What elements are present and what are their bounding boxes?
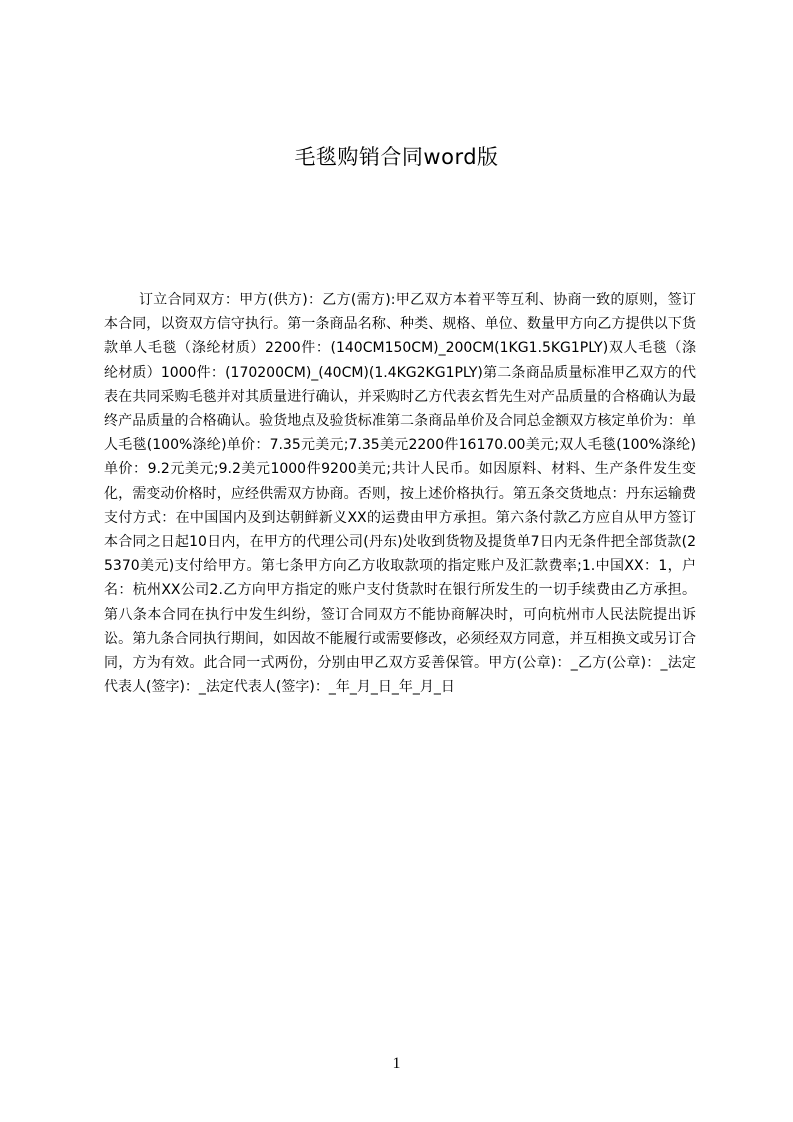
page-number: 1 [392, 1055, 401, 1072]
document-title: 毛毯购销合同word版 [294, 145, 499, 169]
contract-body-text: 订立合同双方：甲方(供方)：乙方(需方):甲乙双方本着平等互利、协商一致的原则，签订本合同，以资双方信守执行。第一条商品名称、种类、规格、单位、数量甲方向乙方提供以下货款单人毛毯（涤纶材质）2200件：(140CM150CM)_200CM(1KG1.5KG1PLY)双人毛毯（涤纶材质）1000件：(170200CM)_(40CM)(1.4KG2KG1PLY)第二条商品质量标准甲乙双方的代表在共同采购毛毯并对其质量进行确认，并采购时乙方代表玄哲先生对产品质量的合格确认为最终产品质量的合格确认。验货地点及验货标准第二条商品单价及合同总金额双方核定单价为：单人毛毯(100%涤纶)单价：7.35元美元;7.35美元2200件16170.00美元;双人毛毯(100%涤纶)单价：9.2元美元;9.2美元1000件9200美元;共计人民币。如因原料、材料、生产条件发生变化，需变动价格时，应经供需双方协商。否则，按上述价格执行。第五条交货地点：丹东运输费支付方式：在中国国内及到达朝鲜新义XX的运费由甲方承担。第六条付款乙方应自从甲方签订本合同之日起10日内，在甲方的代理公司(丹东)处收到货物及提货单7日内无条件把全部货款(25370美元)支付给甲方。第七条甲方向乙方收取款项的指定账户及汇款费率;1.中国XX：1，户名：杭州XX公司2.乙方向甲方指定的账户支付货款时在银行所发生的一切手续费由乙方承担。第八条本合同在执行中发生纠纷，签订合同双方不能协商解决时，可向杭州市人民法院提出诉讼。第九条合同执行期间，如因故不能履行或需要修改，必须经双方同意，并互相换文或另订合同，方为有效。此合同一式两份，分别由甲乙双方妥善保管。甲方(公章)：_乙方(公章)：_法定代表人(签字)：_法定代表人(签字)：_年_月_日_年_月_日 [104, 292, 696, 696]
